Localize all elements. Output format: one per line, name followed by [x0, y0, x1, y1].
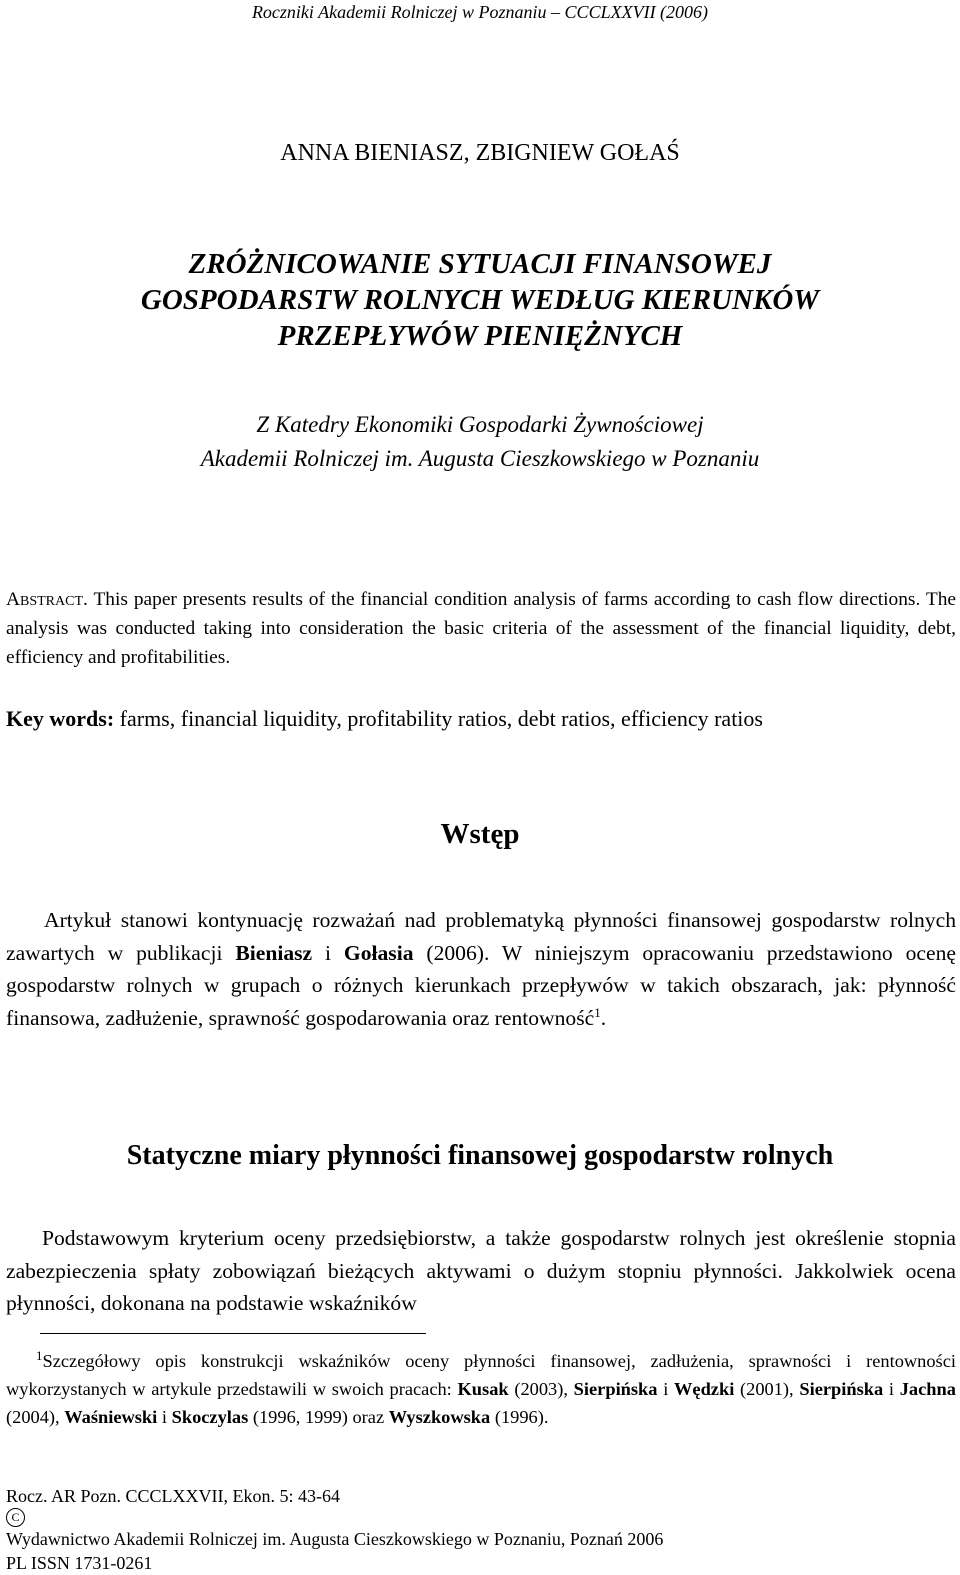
cited-author-1: Bieniasz — [235, 940, 313, 965]
affiliation-line-1: Z Katedry Ekonomiki Gospodarki Żywnościowej — [256, 412, 704, 437]
affiliation — [0, 408, 960, 476]
keywords — [6, 706, 956, 732]
affiliation-line-2: Akademii Rolniczej im. Augusta Cieszkowskiego w Poznaniu — [200, 446, 760, 471]
footnote-text: (2003), — [514, 1379, 568, 1399]
footnote-author: Wędzki — [674, 1379, 735, 1399]
footnote-author: Jachna — [899, 1379, 956, 1399]
conjunction: i — [325, 940, 332, 965]
issn: PL ISSN 1731-0261 — [6, 1553, 153, 1573]
publication-info — [6, 1484, 663, 1575]
intro-paragraph — [6, 904, 956, 1034]
footnote-author: Waśniewski — [64, 1407, 158, 1427]
abstract-label: Abstract. — [6, 589, 88, 610]
footnote-number: 1 — [36, 1347, 43, 1363]
footnote-text: (1996). — [494, 1407, 549, 1427]
running-header: Roczniki Akademii Rolniczej w Poznaniu – CCCLXXVII (2006) — [251, 2, 709, 22]
footnote-author: Sierpińska — [573, 1379, 658, 1399]
footnote-author: Skoczylas — [171, 1407, 249, 1427]
title-line-3: PRZEPŁYWÓW PIENIĘŻNYCH — [277, 320, 683, 352]
footnote-author: Wyszkowska — [388, 1407, 491, 1427]
footnote-text: i — [663, 1379, 669, 1399]
publisher-line — [6, 1508, 663, 1551]
footnote-author: Kusak — [457, 1379, 509, 1399]
footnote-separator — [40, 1333, 426, 1334]
title-line-1: ZRÓŻNICOWANIE SYTUACJI FINANSOWEJ — [188, 248, 772, 280]
publisher: Wydawnictwo Akademii Rolniczej im. Augusta Cieszkowskiego w Poznaniu, Poznań 2006 — [6, 1529, 664, 1549]
section-heading-intro: Wstęp — [440, 818, 520, 850]
keywords-text: farms, financial liquidity, profitability ratios, debt ratios, efficiency ratios — [119, 706, 763, 731]
copyright-icon: C — [6, 1508, 25, 1527]
section2-text: Podstawowym kryterium oceny przedsiębiorstw, a także gospodarstw rolnych jest określenie stopnia zabezpieczenia spłaty zobowiązań bieżących aktywami o dużym stopniu płynności. Jakkolwiek ocena płynności, dokonana na podstawie wskaźników — [6, 1226, 956, 1315]
footnote-text: Szczegółowy opis konstrukcji wskaźników oceny płynności finansowej, zadłużenia, sprawności i rentowności wykorzystanych w artykule przedstawili w swoich pracach: — [6, 1351, 956, 1399]
sentence-end: . — [600, 1005, 607, 1030]
paper-title — [0, 246, 960, 354]
footnote-text: i — [888, 1379, 894, 1399]
footnote-author: Sierpińska — [799, 1379, 884, 1399]
footnote-text: (2004), — [6, 1407, 60, 1427]
footnote-text: (2001), — [740, 1379, 794, 1399]
cited-author-2: Gołasia — [343, 940, 414, 965]
title-line-2: GOSPODARSTW ROLNYCH WEDŁUG KIERUNKÓW — [140, 284, 820, 316]
authors: ANNA BIENIASZ, ZBIGNIEW GOŁAŚ — [280, 140, 680, 166]
section-heading-static-measures: Statyczne miary płynności finansowej gospodarstw rolnych — [126, 1140, 834, 1171]
footnote-text: i — [161, 1407, 167, 1427]
journal-citation: Rocz. AR Pozn. CCCLXXVII, Ekon. 5: 43-64 — [6, 1486, 340, 1506]
section2-paragraph — [6, 1222, 956, 1320]
footnote-text: (1996, 1999) oraz — [252, 1407, 385, 1427]
abstract — [6, 585, 956, 672]
keywords-label: Key words: — [6, 706, 115, 731]
intro-text-before: Artykuł stanowi kontynuację rozważań nad problematyką płynności finansowej gospodarstw rolnych zawartych w publikacji — [6, 908, 956, 965]
intro-text-after: (2006). W niniejszym opracowaniu przedstawiono ocenę gospodarstw rolnych w grupach o różnych kierunkach przepływów w takich obszarach, jak: płynność finansowa, zadłużenie, sprawność gospodarowania oraz rentowność — [6, 940, 956, 1030]
footnote — [6, 1347, 956, 1431]
abstract-text: This paper presents results of the financial condition analysis of farms according to cash flow directions. The analysis was conducted taking into consideration the basic criteria of the assessment of the financial liquidity, debt, efficiency and profitabilities. — [6, 589, 956, 668]
footnote-marker: 1 — [594, 1004, 601, 1020]
